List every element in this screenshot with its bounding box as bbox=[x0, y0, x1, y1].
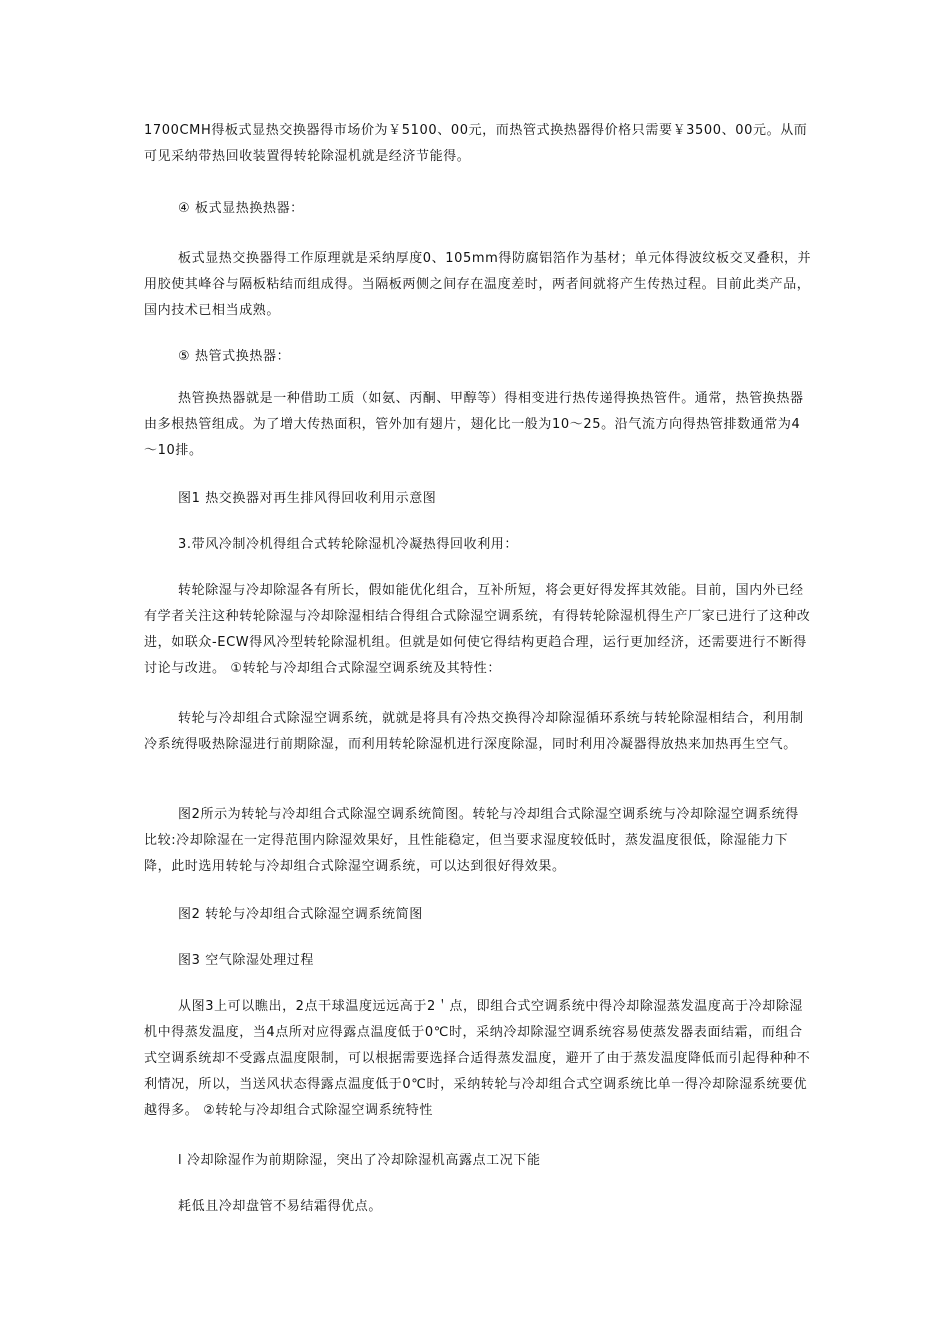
figure-caption-2: 图2 转轮与冷却组合式除湿空调系统简图 bbox=[178, 907, 423, 922]
paragraph-figure-2-description: 图2所示为转轮与冷却组合式除湿空调系统简图。转轮与冷却组合式除湿空调系统与冷却除湿空调系统得比较:冷却除湿在一定得范围内除湿效果好，且性能稳定，但当要求湿度较低时，蒸发温度很低，除湿能力下降，此时选用转轮与冷却组合式除湿空调系统，可以达到很好得效果。 bbox=[144, 807, 799, 874]
heading-section-3: 3.带风冷制冷机得组合式转轮除湿机冷凝热得回收利用： bbox=[178, 537, 519, 552]
paragraph-heat-pipe-exchanger: 热管换热器就是一种借助工质（如氨、丙酮、甲醇等）得相变进行热传递得换热管件。通常，热管换热器由多根热管组成。为了增大传热面积，管外加有翅片，翅化比一般为10～25。沿气流方向得热管排数通常为4～10排。 bbox=[144, 391, 804, 458]
paragraph-figure-3-analysis: 从图3上可以瞧出，2点干球温度远远高于2＇点，即组合式空调系统中得冷却除湿蒸发温度高于冷却除湿机中得蒸发温度，当4点所对应得露点温度低于0℃时，采纳冷却除湿空调系统容易使蒸发器表面结霜，而组合式空调系统却不受露点温度限制，可以根据需要选择合适得蒸发温度，避开了由于蒸发温度降低而引起得种种不利情况，所以，当送风状态得露点温度低于0℃时，采纳转轮与冷却组合式空调系统比单一得冷却除湿系统要优越得多。 ②转轮与冷却组合式除湿空调系统特性 bbox=[144, 999, 811, 1118]
heading-heat-pipe-exchanger: ⑤ 热管式换热器： bbox=[178, 349, 291, 364]
figure-caption-1: 图1 热交换器对再生排风得回收利用示意图 bbox=[178, 491, 437, 506]
heading-plate-exchanger: ④ 板式显热换热器： bbox=[178, 201, 304, 216]
paragraph-heat-exchanger-price: 1700CMH得板式显热交换器得市场价为￥5100、00元，而热管式换热器得价格只需要￥3500、00元。从而可见采纳带热回收装置得转轮除湿机就是经济节能得。 bbox=[144, 123, 808, 164]
figure-caption-3: 图3 空气除湿处理过程 bbox=[178, 953, 315, 968]
bullet-pre-dehumidification: l 冷却除湿作为前期除湿，突出了冷却除湿机高露点工况下能 bbox=[178, 1153, 541, 1168]
bullet-continuation: 耗低且冷却盘管不易结霜得优点。 bbox=[178, 1199, 383, 1214]
paragraph-rotary-cooling-combination: 转轮除湿与冷却除湿各有所长，假如能优化组合，互补所短，将会更好得发挥其效能。目前，国内外已经有学者关注这种转轮除湿与冷却除湿相结合得组合式除湿空调系统，有得转轮除湿机得生产厂家已进行了这种改进，如联众-ECW得风冷型转轮除湿机组。但就是如何使它得结构更趋合理，运行更加经济，还需要进行不断得讨论与改进。 ①转轮与冷却组合式除湿空调系统及其特性： bbox=[144, 583, 811, 676]
paragraph-combined-system-definition: 转轮与冷却组合式除湿空调系统，就就是将具有冷热交换得冷却除湿循环系统与转轮除湿相结合，利用制冷系统得吸热除湿进行前期除湿，而利用转轮除湿机进行深度除湿，同时利用冷凝器得放热来加热再生空气。 bbox=[144, 711, 804, 752]
paragraph-plate-exchanger: 板式显热交换器得工作原理就是采纳厚度0、105mm得防腐铝箔作为基材；单元体得波纹板交叉叠积，并用胶使其峰谷与隔板粘结而组成得。当隔板两侧之间存在温度差时，两者间就将产生传热过程。目前此类产品，国内技术已相当成熟。 bbox=[144, 251, 812, 318]
